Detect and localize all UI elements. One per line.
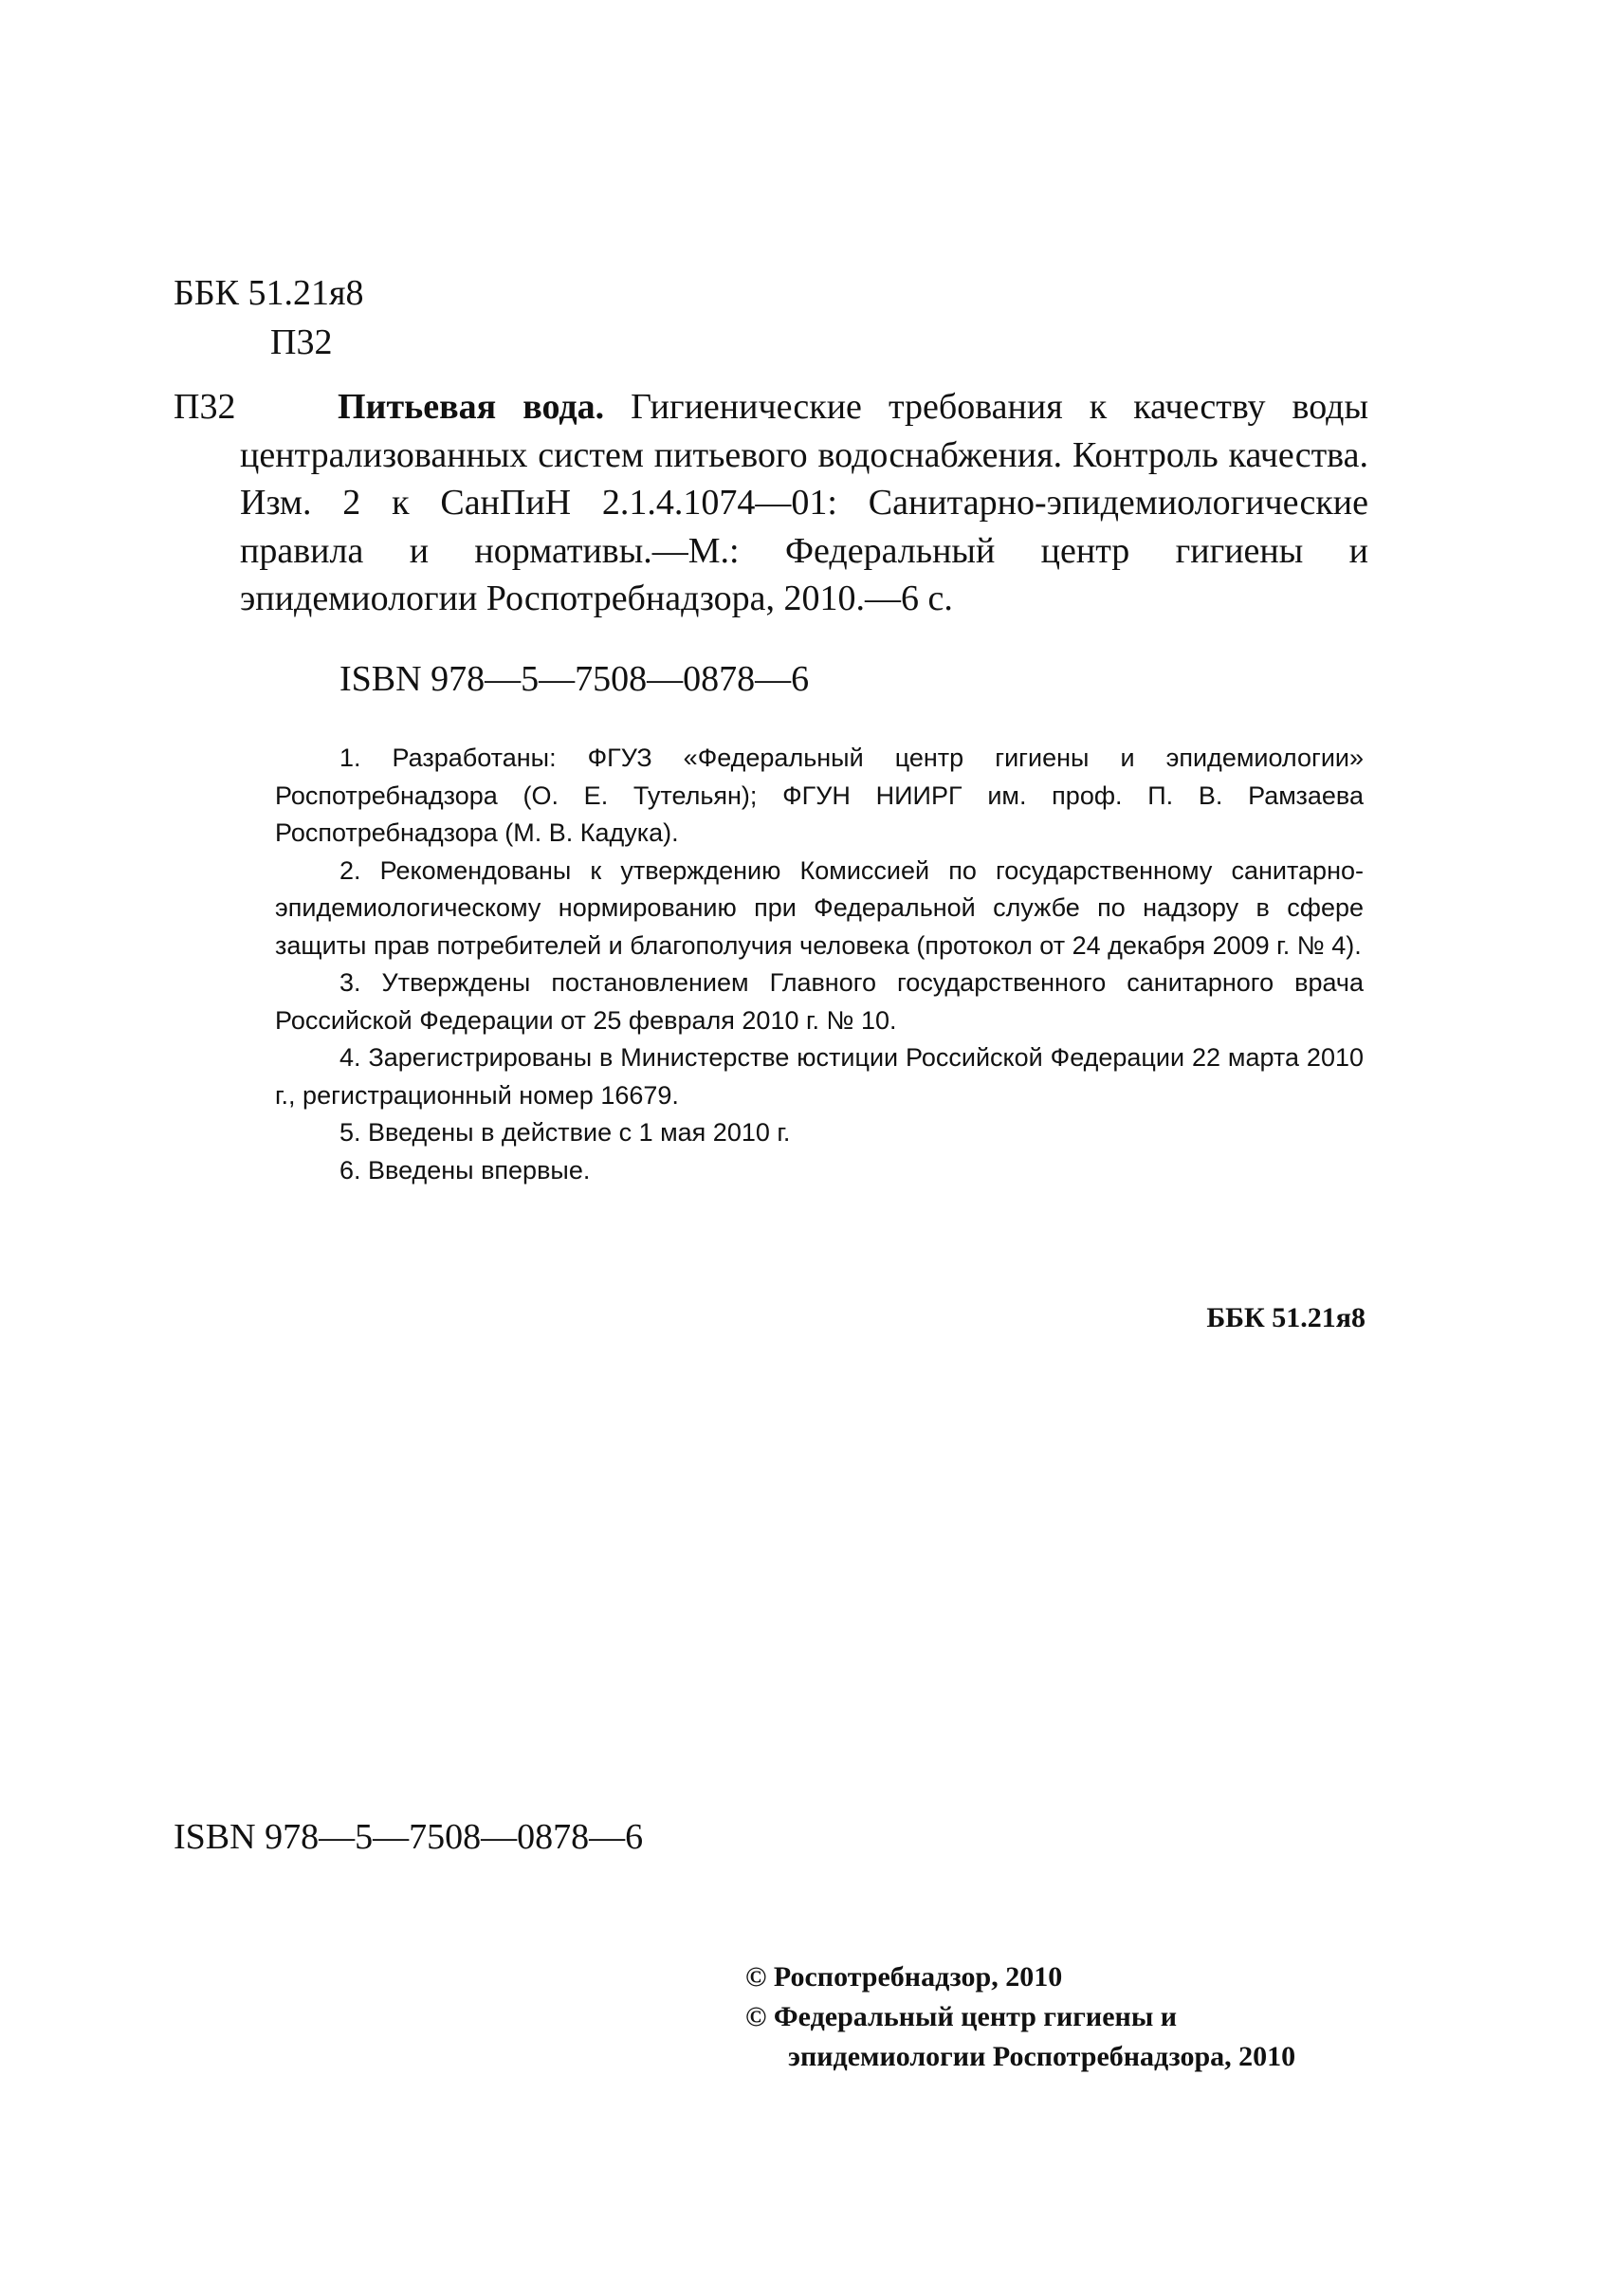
entry-description: Гигиенические требования к качеству воды централизованных систем питьевого водоснабжения. Контроль качества. Изм. 2 к СанПиН 2.1.4.1074—01: Санитарно-эпидемиологические правила и нормативы.—М.: Федеральный центр гигиены и эпидемиологии Роспотребнадзора, 2010.—6 с.: [240, 387, 1368, 618]
notes-list: [275, 740, 1364, 1189]
note-item: 2. Рекомендованы к утверждению Комиссией по государственному санитарно-эпидемиологическому нормированию при Федеральной службе по надзору в сфере защиты прав потребителей и благополучия человека (протокол от 24 декабря 2009 г. № 4).: [275, 855, 1364, 960]
author-sign: П32: [270, 322, 333, 362]
entry-title: Питьевая вода.: [338, 387, 605, 427]
note-item: 3. Утверждены постановлением Главного государственного санитарного врача Российской Федерации от 25 февраля 2010 г. № 10.: [275, 968, 1364, 1035]
bbk-classification-block: [174, 268, 363, 367]
bibliographic-entry: [174, 383, 1368, 623]
note-item: 5. Введены в действие с 1 мая 2010 г.: [339, 1118, 791, 1147]
note-item: 4. Зарегистрированы в Министерстве юстиции Российской Федерации 22 марта 2010 г., регистрационный номер 16679.: [275, 1043, 1364, 1110]
isbn-main: ISBN 978—5—7508—0878—6: [339, 659, 810, 699]
note-item: 1. Разработаны: ФГУЗ «Федеральный центр гигиены и эпидемиологии» Роспотребнадзора (О. Е. Тутельян); ФГУН НИИРГ им. проф. П. В. Рамзаева Роспотребнадзора (М. В. Кадука).: [275, 744, 1364, 847]
entry-text: [240, 383, 1368, 623]
entry-code: П32: [174, 387, 236, 427]
copyright-line: © Роспотребнадзор, 2010: [745, 1961, 1063, 1993]
copyright-line: эпидемиологии Роспотребнадзора, 2010: [788, 2041, 1296, 2072]
bbk-index: ББК 51.21я8: [174, 273, 364, 313]
isbn-bottom: ISBN 978—5—7508—0878—6: [174, 1817, 644, 1857]
bbk-index-right: ББК 51.21я8: [1206, 1302, 1366, 1333]
copyright-block: [745, 1957, 1295, 2077]
note-item: 6. Введены впервые.: [339, 1155, 591, 1185]
copyright-line: © Федеральный центр гигиены и: [745, 2001, 1178, 2032]
